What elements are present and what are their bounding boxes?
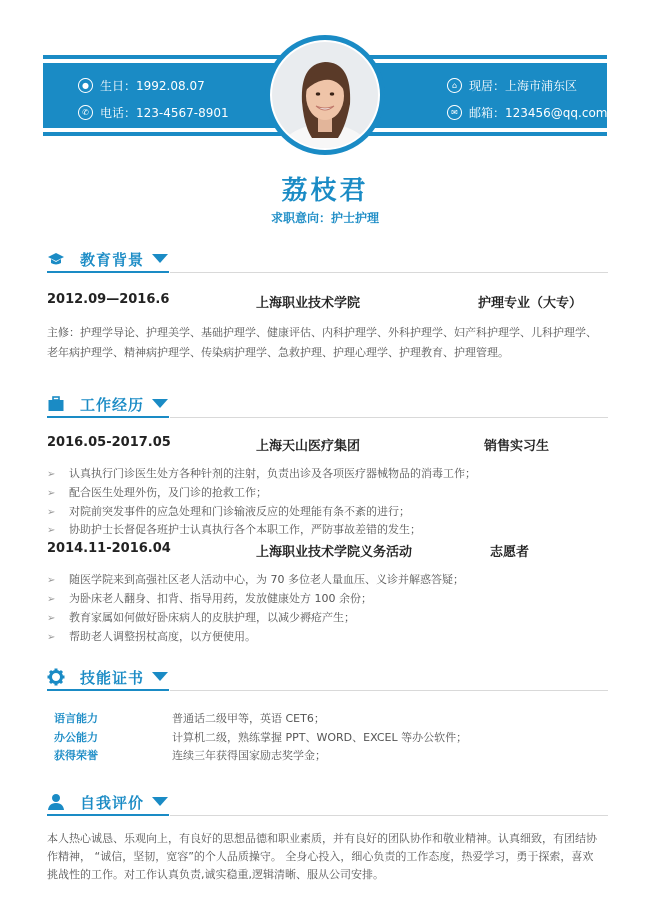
person-icon <box>47 793 65 811</box>
list-item: ➢ 为卧床老人翻身、扣背、指导用药，发放健康处方 100 余份； <box>47 592 372 605</box>
list-item: ➢ 对院前突发事件的应急处理和门诊输液反应的处理能有条不紊的进行； <box>47 505 410 518</box>
job-intent: 求职意向：护士护理 <box>270 211 379 225</box>
profile-photo <box>272 42 378 148</box>
residence-info <box>447 77 577 94</box>
user-icon: ● <box>78 78 93 93</box>
skill-value: 连续三年获得国家励志奖学金； <box>172 749 326 762</box>
home-icon: ⌂ <box>447 78 462 93</box>
skill-label: 语言能力 <box>54 712 98 725</box>
email-text: 邮箱：123456@qq.com <box>469 106 608 120</box>
section-divider <box>170 417 608 418</box>
job-role: 志愿者 <box>490 545 530 560</box>
triangle-down-icon <box>152 254 168 263</box>
candidate-name: 荔枝君 <box>281 176 369 206</box>
skill-value: 普通话二级甲等，英语 CET6； <box>172 712 325 725</box>
list-item: ➢ 认真执行门诊医生处方各种针剂的注射，负责出诊及各项医疗器械物品的消毒工作； <box>47 467 476 480</box>
section-title-work: 工作经历 <box>80 396 145 414</box>
job-org: 上海职业技术学院义务活动 <box>256 545 413 560</box>
phone-info <box>78 104 229 121</box>
section-title-education: 教育背景 <box>80 251 145 269</box>
edu-major: 护理专业（大专） <box>478 296 583 311</box>
residence-text: 现居：上海市浦东区 <box>469 79 578 93</box>
job-org: 上海天山医疗集团 <box>256 439 361 454</box>
triangle-down-icon <box>152 399 168 408</box>
skill-value: 计算机二级，熟练掌握 PPT、WORD、EXCEL 等办公软件； <box>172 731 468 744</box>
list-item: ➢ 帮助老人调整拐杖高度，以方便使用。 <box>47 630 256 643</box>
list-item: ➢ 配合医生处理外伤，及门诊的抢救工作； <box>47 486 267 499</box>
section-self-eval <box>47 790 169 816</box>
self-eval-text: 本人热心诚恳、乐观向上，有良好的思想品德和职业素质，并有良好的团队协作和敬业精神。认真细致，有团结协 作精神， “诚信，坚韧，宽容”的个人品质操守。 全身心投入，细心负责的工作态度，热爱学习，勇于探索，喜欢 挑战性的工作。对工作认真负责,诚实稳重,逻辑清晰、服从公司安排。 <box>47 832 597 881</box>
mail-icon: ✉ <box>447 105 462 120</box>
skill-label: 办公能力 <box>54 731 98 744</box>
phone-text: 电话：123-4567-8901 <box>100 106 229 120</box>
section-divider <box>170 815 608 816</box>
edu-courses-line1: 主修：护理学导论、护理美学、基础护理学、健康评估、内科护理学、外科护理学、妇产科护理学、儿科护理学、 <box>47 326 597 339</box>
graduation-cap-icon <box>47 250 65 268</box>
section-work <box>47 392 169 418</box>
section-divider <box>170 272 608 273</box>
briefcase-icon <box>47 395 65 413</box>
triangle-down-icon <box>152 672 168 681</box>
list-item: ➢ 协助护士长督促各班护士认真执行各个本职工作，严防事故差错的发生； <box>47 523 421 536</box>
section-education <box>47 247 169 273</box>
skill-label: 获得荣誉 <box>54 749 98 762</box>
edu-courses-line2: 老年病护理学、精神病护理学、传染病护理学、急救护理、护理心理学、护理教育、护理管理。 <box>47 346 509 359</box>
birth-text: 生日：1992.08.07 <box>100 79 205 93</box>
gear-icon <box>47 668 65 686</box>
email-info <box>447 104 608 121</box>
triangle-down-icon <box>152 797 168 806</box>
phone-icon: ✆ <box>78 105 93 120</box>
list-item: ➢ 教育家属如何做好卧床病人的皮肤护理，以减少褥疮产生； <box>47 611 355 624</box>
section-divider <box>170 690 608 691</box>
section-title-skills: 技能证书 <box>80 669 145 687</box>
job-role: 销售实习生 <box>484 439 550 454</box>
edu-school: 上海职业技术学院 <box>256 296 361 311</box>
edu-period: 2012.09—2016.6 <box>47 292 170 307</box>
list-item: ➢ 随医学院来到高强社区老人活动中心，为 70 多位老人量血压、义诊并解惑答疑； <box>47 573 464 586</box>
section-skills <box>47 665 169 691</box>
section-title-self-eval: 自我评价 <box>80 794 145 812</box>
birth-info <box>78 77 205 94</box>
job-period: 2016.05-2017.05 <box>47 435 171 450</box>
job-period: 2014.11-2016.04 <box>47 541 171 556</box>
